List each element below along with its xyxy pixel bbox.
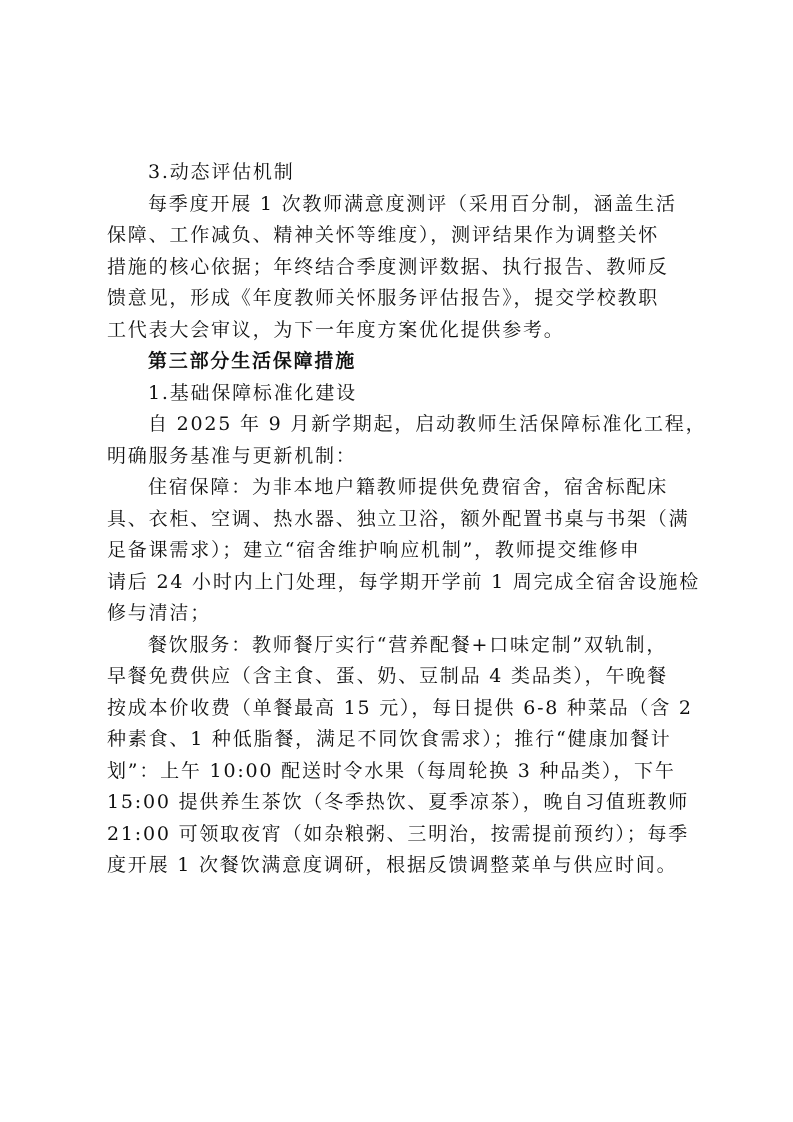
section-heading-dynamic-eval: 3.动态评估机制 xyxy=(148,161,295,183)
paragraph-line: 餐饮服务：教师餐厅实行“营养配餐+口味定制”双轨制， xyxy=(148,633,668,656)
paragraph-line: 划”：上午 10:00 配送时令水果（每周轮换 3 种品类），下午 xyxy=(107,759,676,782)
paragraph-line: 种素食、1 种低脂餐，满足不同饮食需求）；推行“健康加餐计 xyxy=(107,728,672,750)
paragraph-line: 度开展 1 次餐饮满意度调研，根据反馈调整菜单与供应时间。 xyxy=(107,854,678,876)
paragraph-line: 具、衣柜、空调、热水器、独立卫浴，额外配置书桌与书架（满 xyxy=(107,507,690,530)
paragraph-line: 21:00 可领取夜宵（如杂粮粥、三明治，按需提前预约）；每季 xyxy=(107,822,690,845)
paragraph-line: 馈意见，形成《年度教师关怀服务评估报告》，提交学校教职 xyxy=(107,287,660,309)
paragraph-line: 措施的核心依据；年终结合季度测评数据、执行报告、教师反 xyxy=(107,255,669,278)
paragraph-line: 15:00 提供养生茶饮（冬季热饮、夏季凉茶），晚自习值班教师 xyxy=(107,791,690,813)
document-body xyxy=(107,157,707,882)
paragraph-line: 按成本价收费（单餐最高 15 元），每日提供 6-8 种菜品（含 2 xyxy=(107,696,693,719)
subheading-basic-guarantee: 1.基础保障标准化建设 xyxy=(148,381,357,404)
paragraph-line: 住宿保障：为非本地户籍教师提供免费宿舍，宿舍标配床 xyxy=(148,476,669,498)
paragraph-line: 自 2025 年 9 月新学期起，启动教师生活保障标准化工程， xyxy=(148,413,707,435)
paragraph-line: 修与清洁； xyxy=(107,602,212,624)
paragraph-line: 请后 24 小时内上门处理，每学期开学前 1 周完成全宿舍设施检 xyxy=(107,570,701,593)
paragraph-line: 早餐免费供应（含主食、蛋、奶、豆制品 4 类品类），午晚餐 xyxy=(107,665,668,687)
paragraph-line: 明确服务基准与更新机制： xyxy=(107,444,357,467)
paragraph-line: 工代表大会审议，为下一年度方案优化提供参考。 xyxy=(107,318,565,341)
paragraph-line: 保障、工作减负、精神关怀等维度），测评结果作为调整关怀 xyxy=(107,224,660,246)
paragraph-line: 足备课需求）；建立“宿舍维护响应机制”，教师提交维修申 xyxy=(107,539,641,561)
part-title: 第三部分生活保障措施 xyxy=(148,350,357,372)
paragraph-line: 每季度开展 1 次教师满意度测评（采用百分制，涵盖生活 xyxy=(148,192,677,215)
